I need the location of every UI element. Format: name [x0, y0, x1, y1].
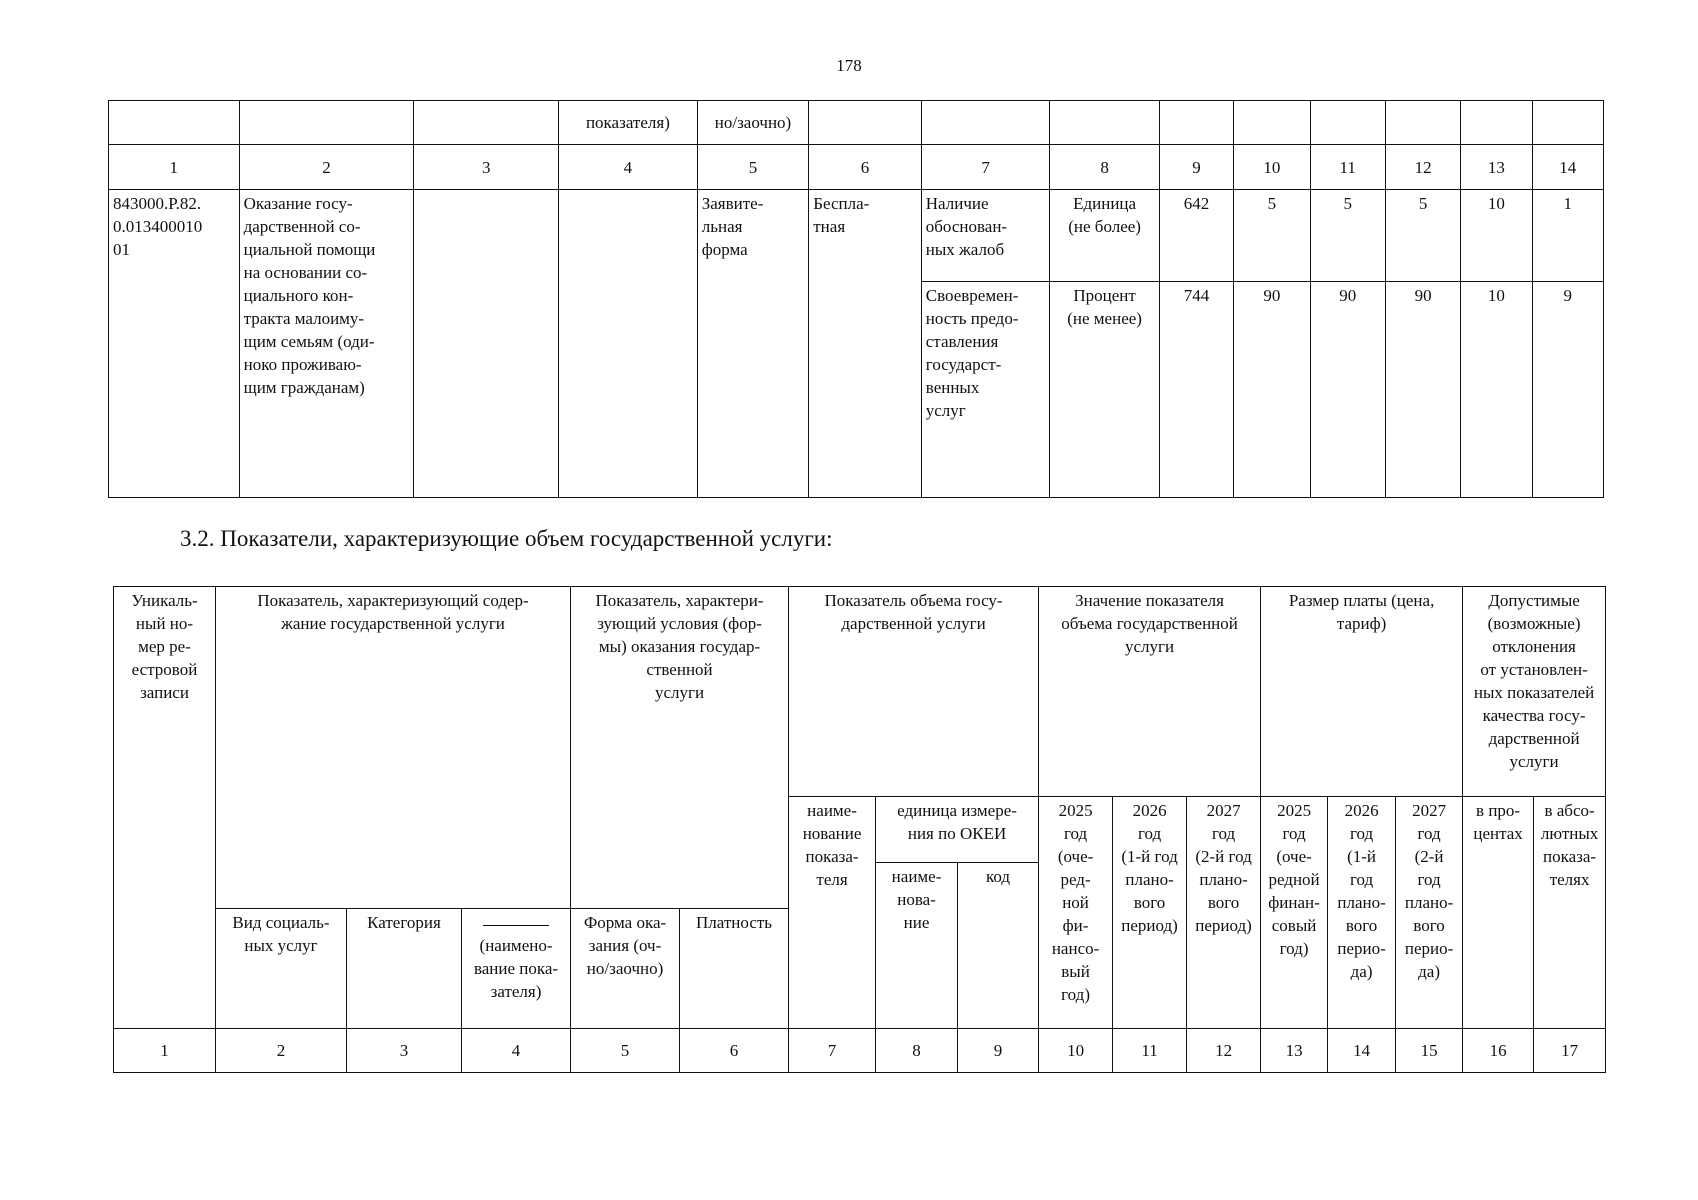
header-value-2027: 2027 год (2-й год плано- вого период): [1187, 797, 1261, 1029]
header-category: Категория: [347, 909, 462, 1029]
value-cell: 5: [1234, 190, 1310, 282]
header-social-service-type: Вид социаль- ных услуг: [216, 909, 347, 1029]
column-number: 15: [1396, 1029, 1463, 1073]
column-number: 2: [216, 1029, 347, 1073]
column-number: 13: [1461, 145, 1532, 190]
column-number: 13: [1261, 1029, 1328, 1073]
header-unit-okei: единица измере- ния по ОКЕИ: [876, 797, 1039, 863]
column-number: 2: [239, 145, 414, 190]
column-number: 17: [1534, 1029, 1606, 1073]
header-percent: в про- центах: [1463, 797, 1534, 1029]
value-cell: 5: [1310, 190, 1385, 282]
indicator-unit: Процент (не менее): [1050, 282, 1160, 498]
header-blank-indicator-label: (наимено- вание пока- зателя): [473, 936, 559, 1001]
column-number: 3: [414, 145, 559, 190]
column-number: 6: [809, 145, 922, 190]
value-cell: 9: [1532, 282, 1603, 498]
column-number: 5: [571, 1029, 680, 1073]
continuation-row: [109, 101, 1604, 145]
value-cell: 10: [1461, 282, 1532, 498]
continuation-cell: показателя): [559, 101, 698, 145]
header-conditions-indicator: Показатель, характери- зующий условия (фор- мы) оказания государ- ственной услуги: [571, 587, 789, 909]
column-number: 11: [1310, 145, 1385, 190]
service-form: Заявите- льная форма: [697, 190, 809, 498]
header-blank-indicator: [462, 909, 571, 1029]
column-number: 4: [462, 1029, 571, 1073]
indicator-name: Своевремен- ность предо- ставления государст- венных услуг: [921, 282, 1050, 498]
column-numbers-row: [114, 1029, 1606, 1073]
header-fee-2027: 2027 год (2-й год плано- вого перио- да): [1396, 797, 1463, 1029]
header-indicator-value: Значение показателя объема государственной услуги: [1039, 587, 1261, 797]
column-numbers-row: [109, 145, 1604, 190]
column-number: 10: [1039, 1029, 1113, 1073]
column-number: 14: [1328, 1029, 1396, 1073]
column-number: 3: [347, 1029, 462, 1073]
column-number: 9: [1159, 145, 1233, 190]
service-payment: Бесплa- тная: [809, 190, 922, 498]
header-unit-name: наиме- нова- ние: [876, 863, 958, 1029]
header-unit-code: код: [958, 863, 1039, 1029]
registry-number: 843000.Р.82. 0.013400010 01: [109, 190, 240, 498]
column-number: 1: [109, 145, 240, 190]
header-payment: Платность: [680, 909, 789, 1029]
page-number: 178: [836, 56, 862, 75]
section-heading: 3.2. Показатели, характеризующие объем государственной услуги:: [180, 526, 833, 551]
header-absolute: в абсо- лютных показа- телях: [1534, 797, 1606, 1029]
header-fee: Размер платы (цена, тариф): [1261, 587, 1463, 797]
value-cell: 10: [1461, 190, 1532, 282]
column-number: 9: [958, 1029, 1039, 1073]
header-volume-indicator: Показатель объема госу- дарственной услуги: [789, 587, 1039, 797]
value-cell: 90: [1310, 282, 1385, 498]
column-number: 8: [876, 1029, 958, 1073]
header-service-form: Форма ока- зания (оч- но/заочно): [571, 909, 680, 1029]
indicator-unit: Единица (не более): [1050, 190, 1160, 282]
value-cell: 5: [1385, 190, 1460, 282]
column-number: 7: [789, 1029, 876, 1073]
column-number: 12: [1385, 145, 1460, 190]
header-content-indicator: Показатель, характеризующий содер- жание государственной услуги: [216, 587, 571, 909]
indicator-name: Наличие обоснован- ных жалоб: [921, 190, 1050, 282]
header-row-top: [114, 587, 1606, 797]
column-number: 10: [1234, 145, 1310, 190]
header-fee-2026: 2026 год (1-й год плано- вого перио- да): [1328, 797, 1396, 1029]
column-number: 8: [1050, 145, 1160, 190]
volume-indicators-table: [113, 586, 1606, 1073]
value-cell: 1: [1532, 190, 1603, 282]
column-number: 11: [1113, 1029, 1187, 1073]
column-number: 7: [921, 145, 1050, 190]
column-number: 4: [559, 145, 698, 190]
header-indicator-name: наиме- нование показа- теля: [789, 797, 876, 1029]
column-number: 16: [1463, 1029, 1534, 1073]
okei-code: 744: [1159, 282, 1233, 498]
indicator-row: [109, 190, 1604, 282]
column-number: 5: [697, 145, 809, 190]
header-value-2026: 2026 год (1-й год плано- вого период): [1113, 797, 1187, 1029]
column-number: 1: [114, 1029, 216, 1073]
column-number: 14: [1532, 145, 1603, 190]
quality-indicators-table: [108, 100, 1604, 498]
continuation-cell: но/заочно): [697, 101, 809, 145]
blank-underline: [483, 925, 549, 926]
header-fee-2025: 2025 год (оче- редной финан- совый год): [1261, 797, 1328, 1029]
header-value-2025: 2025 год (оче- ред- ной фи- нансо- вый год): [1039, 797, 1113, 1029]
header-deviation: Допустимые (возможные) отклонения от установлен- ных показателей качества госу- дарственной услуги: [1463, 587, 1606, 797]
value-cell: 90: [1234, 282, 1310, 498]
column-number: 12: [1187, 1029, 1261, 1073]
value-cell: 90: [1385, 282, 1460, 498]
header-unique-number: Уникаль- ный но- мер ре- естровой записи: [114, 587, 216, 1029]
okei-code: 642: [1159, 190, 1233, 282]
service-name: Оказание госу- дарственной со- циальной помощи на основании со- циального кон- тракта малоиму- щим семьям (оди- ноко проживаю- щим гражданам): [239, 190, 414, 498]
column-number: 6: [680, 1029, 789, 1073]
